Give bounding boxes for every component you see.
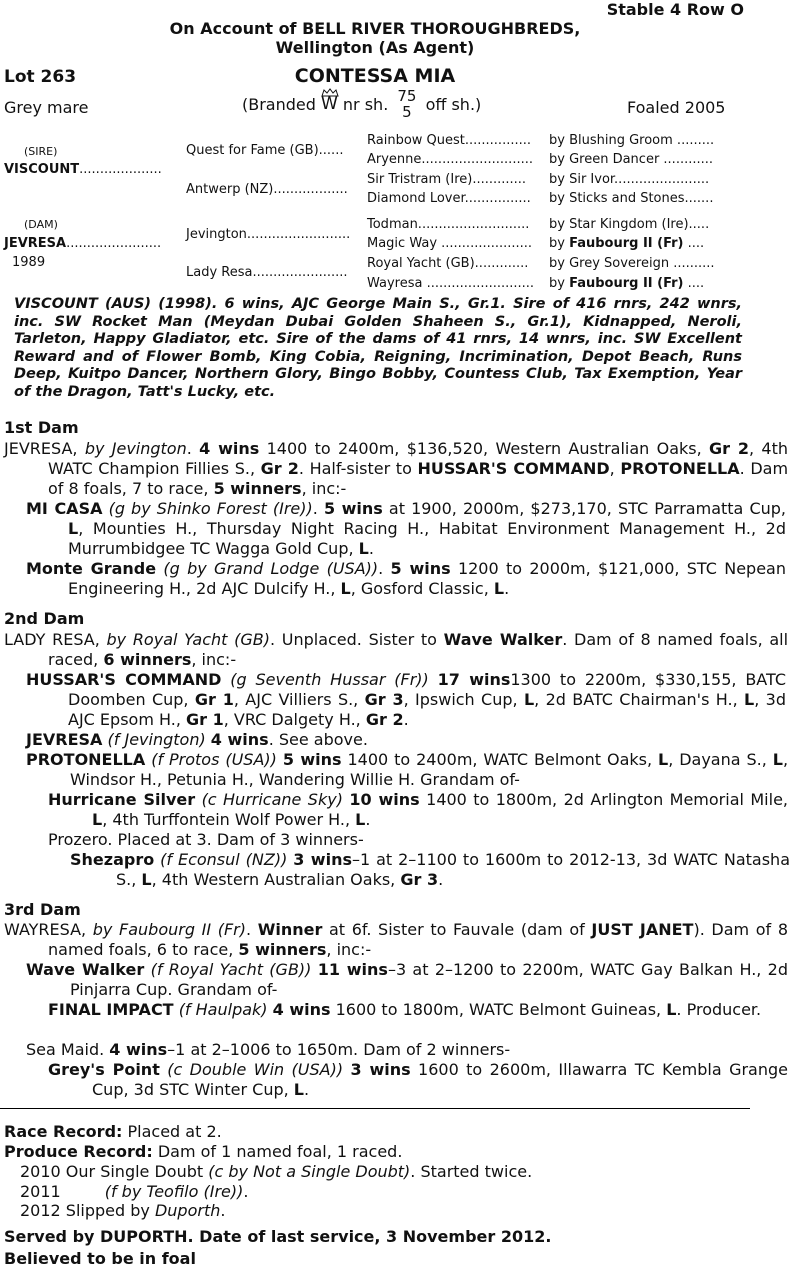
t: L [772,750,783,769]
t: , Gosford Classic, [350,579,494,598]
brand-numbers [397,88,416,120]
t: (g by Grand Lodge (USA)) [163,559,379,578]
first-dam-entry [4,439,788,499]
sire-dam: Antwerp (NZ).................. [186,182,348,197]
brand-info [242,88,481,128]
t: 4 wins [109,1040,168,1059]
sire-label: VISCOUNT [4,162,80,177]
progeny-greys-point [48,1060,788,1100]
t: 4 wins [272,1000,331,1019]
t: FINAL IMPACT [48,1000,174,1019]
t: , 3d AJC Epsom H., [68,690,786,729]
brand-mid: nr sh. [342,94,389,114]
t: Produce Record: [4,1142,153,1161]
t: . Started twice. [410,1162,533,1181]
t: HUSSAR'S COMMAND [26,670,222,689]
t: (f Protos (USA)) [151,750,277,769]
t: 5 winners [238,940,327,959]
foal-status: Believed to be in foal [4,1249,196,1268]
ancestor-1: Rainbow Quest................ [367,133,531,148]
t: 2010 Our Single Doubt [20,1162,209,1181]
ancestor-2: Aryenne........................... [367,152,533,167]
ancestor-4: Diamond Lover................ [367,191,531,206]
ancestor-6: Magic Way ...................... [367,236,533,251]
t: Gr 1 [194,690,234,709]
progeny-mi-casa [26,499,786,559]
sire-summary: VISCOUNT (AUS) (1998). 6 wins, AJC George Main S., Gr.1. Sire of 416 rnrs, 242 wnrs, inc. SW Rocket Man (Meydan Dubai Golden Shaheen S., Gr.1), Kidnapped, Neroli, Tarleton, Happy Gladiator, etc. Sire of the dams of 41 rnrs, 14 wnrs, inc. SW Excellent Reward and of Flower Bomb, King Cobia, Reigning, Incrimination, Depot Beach, Runs Deep, Kuitpo Dancer, Northern Glory, Bingo Bobby, Countess Club, Tax Exemption, Year of the Dragon, Tatt's Lucky, etc. [14,296,742,400]
dam-tag: (DAM) [24,218,58,231]
t: 1200 to 2000m, $121,000, STC Nepean Engineering H., 2d AJC Dulcify H., [68,559,786,598]
t: L [666,1000,677,1019]
dam-label: JEVRESA [4,236,67,251]
t: , VRC Dalgety H., [223,710,366,729]
ancestor-5: Todman........................... [367,217,530,232]
sire-bold: Faubourg II (Fr) [569,276,684,291]
brand-bottom-number: 5 [402,103,412,121]
t: 1600 to 1800m, WATC Belmont Guineas, [330,1000,667,1019]
t: L [340,579,351,598]
t: 2011 [20,1182,61,1201]
t: JEVRESA [26,730,103,749]
t: (f Haulpak) [178,1000,268,1019]
t: . Producer. [676,1000,762,1019]
t: , [609,459,621,478]
ancestor-8-sire [549,276,704,291]
service-info: Served by DUPORTH. Date of last service, 3 November 2012. [4,1227,552,1246]
t: , inc:- [301,479,347,498]
t: L [493,579,505,598]
t: 10 wins [349,790,420,809]
t: . [378,559,391,578]
t: Sea Maid. [26,1040,110,1059]
t: (f Econsul (NZ)) [160,850,288,869]
t: –1 at 2–1006 to 1650m. Dam of 2 winners- [167,1040,511,1059]
t: 17 wins [437,670,511,689]
t: , Dayana S., [668,750,773,769]
t: Hurricane Silver [48,790,196,809]
t: , 4th Turffontein Wolf Power H., [102,810,356,829]
t: , inc:- [326,940,372,959]
brand-suffix: off sh.) [425,94,482,114]
ancestor-4-sire: by Sticks and Stones....... [549,191,714,206]
t [221,670,230,689]
t: . [365,810,371,829]
brand-top-number: 75 [397,87,417,105]
t: , 4th WATC Champion Fillies S., [48,439,789,478]
t: L [355,810,366,829]
produce-2011 [20,1182,248,1202]
third-dam-heading: 3rd Dam [4,900,81,919]
t: PROTONELLA [26,750,146,769]
t [429,670,438,689]
t: Placed at 2. [122,1122,222,1141]
t: L [358,539,369,558]
t: Shezapro [70,850,155,869]
t: L [92,810,103,829]
second-dam-entry [4,630,788,670]
dam-sire: Jevington......................... [186,227,351,242]
progeny-prozero: Prozero. Placed at 3. Dam of 3 winners- [48,830,364,849]
t: JUST JANET [591,920,694,939]
t: 1300 to 2200m, $330,155, BATC Doomben Cup, [68,670,787,709]
t: 1400 to 2400m, $136,520, Western Australian Oaks, [259,439,710,458]
ancestor-8: Wayresa .......................... [367,276,535,291]
t: L [744,690,755,709]
t: 3 wins [350,1060,411,1079]
t: Duporth [154,1201,221,1220]
produce-2012 [20,1201,225,1221]
sire-bold: Faubourg II (Fr) [569,236,684,251]
t: Gr 1 [186,710,224,729]
sire-dots: .................... [79,162,162,177]
t: Monte Grande [26,559,157,578]
t: L [293,1080,304,1099]
progeny-monte-grande [26,559,786,599]
by-text: by [549,236,570,251]
ancestor-6-sire [549,236,704,251]
ancestor-7-sire: by Grey Sovereign .......... [549,256,715,271]
ancestor-3-sire: by Sir Ivor....................... [549,172,710,187]
t: 1400 to 1800m, 2d Arlington Memorial Mile, [419,790,788,809]
t: –3 at 2–1200 to 2200m, WATC Gay Balkan H., 2d Pinjarra Cup. Grandam of- [70,960,789,999]
t: (c Double Win (USA)) [167,1060,344,1079]
t: . [243,1182,249,1201]
t: , 2d BATC Chairman's H., [534,690,745,709]
t: (c by Not a Single Doubt) [208,1162,411,1181]
t: (g by Shinko Forest (Ire)) [108,499,313,518]
dam-name [4,236,161,251]
t: , inc:- [191,650,237,669]
dam-year: 1989 [12,255,46,270]
t: . Half-sister to [298,459,418,478]
t: , Windsor H., Petunia H., Wandering Willie H. Grandam of- [70,750,789,789]
ancestor-2-sire: by Green Dancer ............ [549,152,714,167]
t: L [68,519,79,538]
agent-line: Wellington (As Agent) [275,38,475,57]
section-divider [0,1108,750,1109]
t: 5 wins [323,499,383,518]
ancestor-5-sire: by Star Kingdom (Ire)..... [549,217,710,232]
t: , Mounties H., Thursday Night Racing H., Habitat Environment Management H., 2d Murrumbidgee TC Wagga Gold Cup, [68,519,786,558]
t: . [304,1080,310,1099]
t: by Jevington [84,439,187,458]
t: 4 wins [210,730,269,749]
t: , [72,439,85,458]
dam-dots: ....................... [66,236,162,251]
crown-icon [321,89,339,97]
t: . See above. [268,730,368,749]
t: . Unplaced. Sister to [269,630,444,649]
t: 6 winners [103,650,192,669]
t: . [186,439,200,458]
t: MI CASA [26,499,103,518]
progeny-hurricane-silver [48,790,788,830]
ancestor-7: Royal Yacht (GB)............. [367,256,529,271]
t: Wave Walker [443,630,563,649]
t: 1600 to 2600m, Illawarra TC Kembla Grange Cup, 3d STC Winter Cup, [92,1060,788,1099]
produce-2010 [20,1162,532,1182]
t: (f by Teofilo (Ire)) [104,1182,244,1201]
t: by Royal Yacht (GB) [106,630,270,649]
t: 5 wins [282,750,342,769]
t: (f Jevington) [107,730,206,749]
t: Gr 3 [364,690,404,709]
t: L [141,870,152,889]
dam-dam: Lady Resa....................... [186,265,348,280]
t: HUSSAR'S COMMAND [417,459,610,478]
t: 4 wins [199,439,260,458]
progeny-wave-walker [26,960,788,1000]
t: , AJC Villiers S., [233,690,365,709]
progeny-hussars-command [26,670,786,730]
sire-sire: Quest for Fame (GB)...... [186,143,344,158]
t: Grey's Point [48,1060,160,1079]
ancestor-3: Sir Tristram (Ire)............. [367,172,527,187]
t: JEVRESA [4,439,73,458]
brand-letter: W [321,93,338,114]
t: ). Dam of 8 named foals, 6 to race, [48,920,788,959]
stable-location: Stable 4 Row O [606,0,744,19]
progeny-shezapro [70,850,790,890]
t: 5 wins [390,559,451,578]
t: 3 wins [293,850,352,869]
t: Gr 3 [400,870,439,889]
t: Gr 2 [709,439,750,458]
t: PROTONELLA [620,459,740,478]
t: 1400 to 2400m, WATC Belmont Oaks, [341,750,658,769]
t: LADY RESA, [4,630,107,649]
t: (f Royal Yacht (GB)) [150,960,312,979]
t: , Ipswich Cup, [403,690,524,709]
t: WAYRESA, [4,920,93,939]
t: at 6f. Sister to Fauvale (dam of [322,920,592,939]
t: Race Record: [4,1122,123,1141]
progeny-protonella [26,750,788,790]
sire-name [4,162,162,177]
t: (g Seventh Hussar (Fr)) [230,670,429,689]
t: . [245,920,258,939]
by-text: by [549,276,570,291]
t: . [312,499,324,518]
t: . [403,710,409,729]
t: . [220,1201,226,1220]
t: Wave Walker [26,960,145,979]
t: . Dam of 8 foals, 7 to race, [48,459,789,498]
horse-description: Grey mare [4,98,89,117]
progeny-final-impact [48,1000,788,1020]
t: Winner [257,920,323,939]
lot-number: Lot 263 [4,67,77,87]
t: Dam of 1 named foal, 1 raced. [152,1142,403,1161]
third-dam-entry [4,920,788,960]
t: L [658,750,669,769]
t: 5 winners [213,479,302,498]
ancestor-1-sire: by Blushing Groom ......... [549,133,715,148]
progeny-jevresa [26,730,744,750]
sire-tag: (SIRE) [24,145,58,158]
t: Gr 2 [260,459,299,478]
t: L [523,690,535,709]
t: 2012 Slipped by [20,1201,155,1220]
t: . [438,870,444,889]
t: by Faubourg II (Fr) [92,920,246,939]
t: Gr 2 [365,710,404,729]
t: , 4th Western Australian Oaks, [151,870,401,889]
brand-prefix: (Branded [242,94,316,114]
dots: .... [683,276,705,291]
brand-mark-icon [321,93,338,114]
t: at 1900, 2000m, $273,170, STC Parramatta Cup, [382,499,786,518]
foaled-year: Foaled 2005 [627,98,726,117]
horse-name: CONTESSA MIA [294,65,456,87]
t: . Dam of 8 named foals, all raced, [48,630,789,669]
t: . [504,579,510,598]
vendor-line: On Account of BELL RIVER THOROUGHBREDS, [169,19,581,38]
t: . [368,539,374,558]
t: 11 wins [317,960,388,979]
race-record [4,1122,222,1142]
dots: .... [683,236,705,251]
t: –1 at 2–1100 to 1600m to 2012-13, 3d WATC Natasha S., [116,850,790,889]
second-dam-heading: 2nd Dam [4,609,85,628]
progeny-sea-maid [26,1040,744,1060]
first-dam-heading: 1st Dam [4,418,79,437]
t: (c Hurricane Sky) [201,790,343,809]
produce-record [4,1142,402,1162]
